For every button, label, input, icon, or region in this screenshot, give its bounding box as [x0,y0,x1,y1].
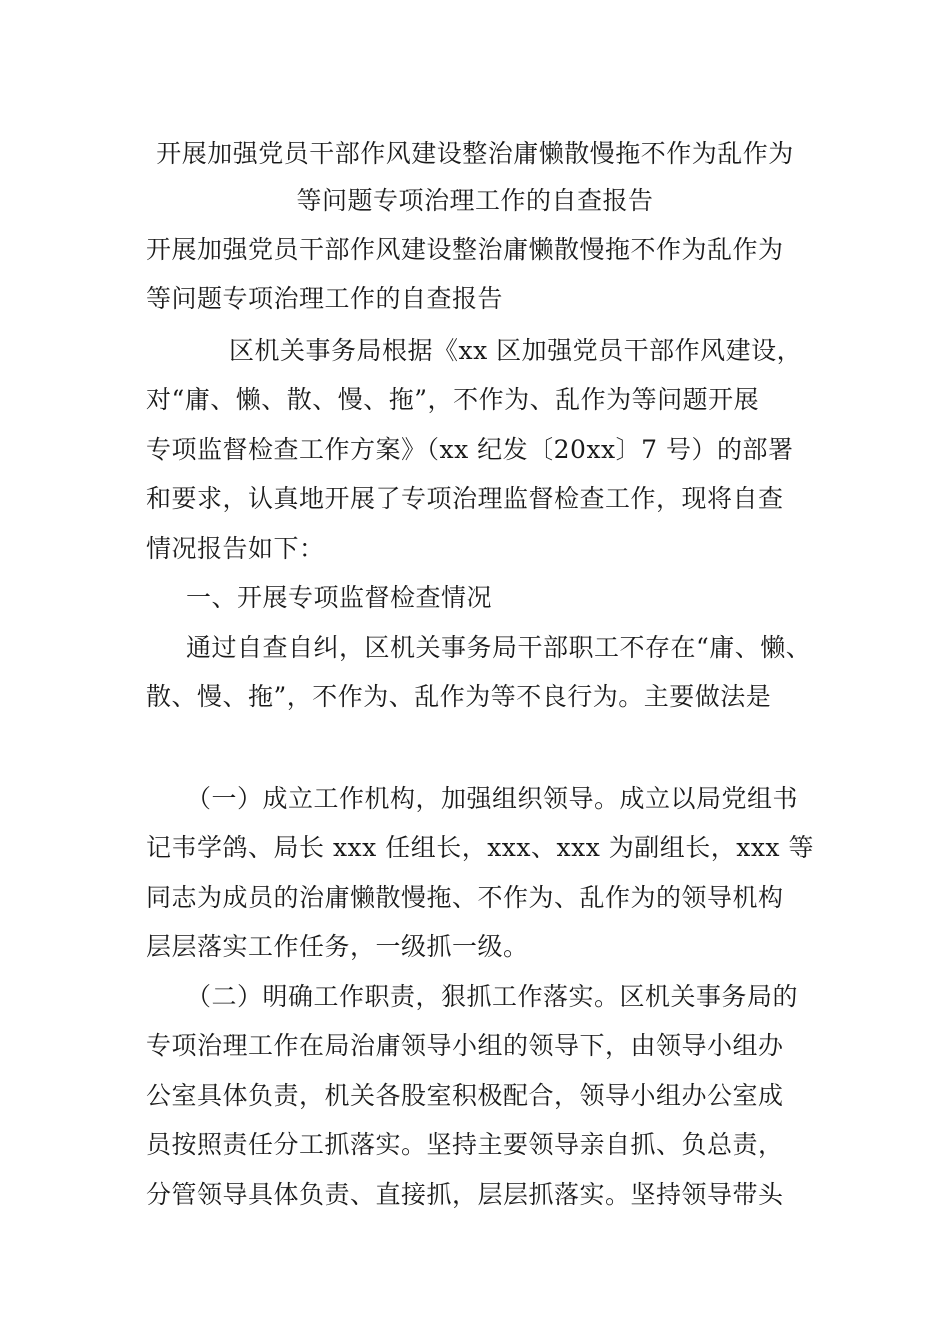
item-2-line-5: 分管领导具体负责、直接抓，层层抓落实。坚持领导带头 [146,1180,784,1209]
item-1-line-4: 层层落实工作任务，一级抓一级。 [146,932,529,961]
item-2-line-2: 专项治理工作在局治庸领导小组的领导下，由领导小组办 [146,1031,784,1060]
item-2-line-3: 公室具体负责，机关各股室积极配合，领导小组办公室成 [146,1081,784,1110]
item-1-line-2: 记韦学鸽、局长 xxx 任组长，xxx、xxx 为副组长，xxx 等 [146,833,814,862]
title-line-2: 等问题专项治理工作的自查报告 [296,186,654,215]
section-1-body-line-2: 散、慢、拖”，不作为、乱作为等不良行为。主要做法是 [146,682,772,711]
item-1-line-3: 同志为成员的治庸懒散慢拖、不作为、乱作为的领导机构 [146,883,784,912]
item-2-line-1: （二）明确工作职责，狠抓工作落实。区机关事务局的 [186,982,799,1011]
title-line-1: 开展加强党员干部作风建设整治庸懒散慢拖不作为乱作为 [156,139,794,168]
intro-line-5: 情况报告如下： [146,534,325,563]
section-1-body-line-1: 通过自查自纠，区机关事务局干部职工不存在“庸、懒、 [186,633,812,662]
section-1-heading: 一、开展专项监督检查情况 [186,583,493,612]
item-2-line-4: 员按照责任分工抓落实。坚持主要领导亲自抓、负总责， [146,1130,784,1159]
subtitle-line-1: 开展加强党员干部作风建设整治庸懒散慢拖不作为乱作为 [146,235,784,264]
intro-line-3: 专项监督检查工作方案》（xx 纪发〔20xx〕7 号）的部署 [146,435,794,464]
intro-line-4: 和要求，认真地开展了专项治理监督检查工作，现将自查 [146,484,784,513]
subtitle-line-2: 等问题专项治理工作的自查报告 [146,284,504,313]
item-1-line-1: （一）成立工作机构，加强组织领导。成立以局党组书 [186,784,799,813]
intro-line-2: 对“庸、懒、散、慢、拖”，不作为、乱作为等问题开展 [146,385,760,414]
intro-line-1: 区机关事务局根据《xx 区加强党员干部作风建设， [229,336,803,365]
